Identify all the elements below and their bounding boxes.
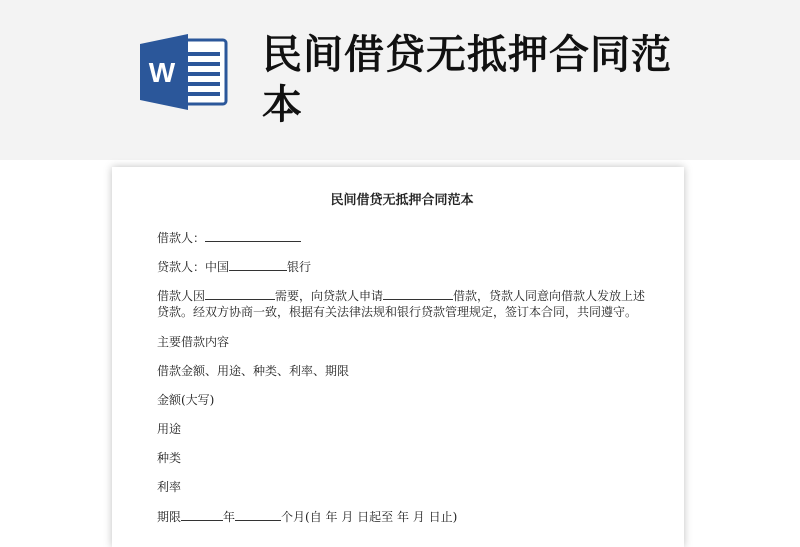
- purpose-blank: [205, 288, 275, 300]
- borrower-line: [157, 230, 647, 244]
- term-month-blank: [235, 509, 281, 521]
- rate-line: 利率: [157, 480, 182, 494]
- lender-suffix: 银行: [287, 260, 312, 274]
- page-title: 民间借贷无抵押合同范本: [262, 32, 672, 128]
- document-page: [112, 167, 684, 547]
- term-year-blank: [181, 509, 223, 521]
- term-month-label: 个月(自 年 月 日起至 年 月 日止): [281, 510, 458, 524]
- main-content-line: 主要借款内容: [157, 335, 230, 349]
- purpose-paragraph: [157, 288, 647, 320]
- para-part-3: 借款，贷款人同意向借款人发放上述贷款。经双方协商一致，根据有关法律法规和银行贷款管理规定，签订本合同，共同遵守。: [157, 289, 646, 319]
- document-body: [157, 189, 647, 538]
- term-line: [157, 509, 647, 523]
- para-part-1: 借款人因: [157, 289, 206, 303]
- lender-prefix: 贷款人：中国: [157, 260, 230, 274]
- lender-line: [157, 259, 647, 273]
- borrower-label: 借款人：: [157, 231, 206, 245]
- usage-line: 用途: [157, 422, 182, 436]
- loan-amount-blank: [383, 288, 453, 300]
- svg-text:W: W: [148, 57, 176, 88]
- word-icon: [140, 34, 230, 110]
- bank-name-blank: [229, 259, 287, 271]
- type-line: 种类: [157, 451, 182, 465]
- amount-line: 金额(大写): [157, 393, 215, 407]
- header-banner: [0, 0, 800, 160]
- loan-items-line: 借款金额、用途、种类、利率、期限: [157, 364, 350, 378]
- para-part-2: 需要，向贷款人申请: [275, 289, 384, 303]
- document-heading: 民间借贷无抵押合同范本: [330, 193, 474, 208]
- term-year-label: 年: [223, 510, 236, 524]
- borrower-blank: [205, 230, 301, 242]
- term-prefix: 期限: [157, 510, 182, 524]
